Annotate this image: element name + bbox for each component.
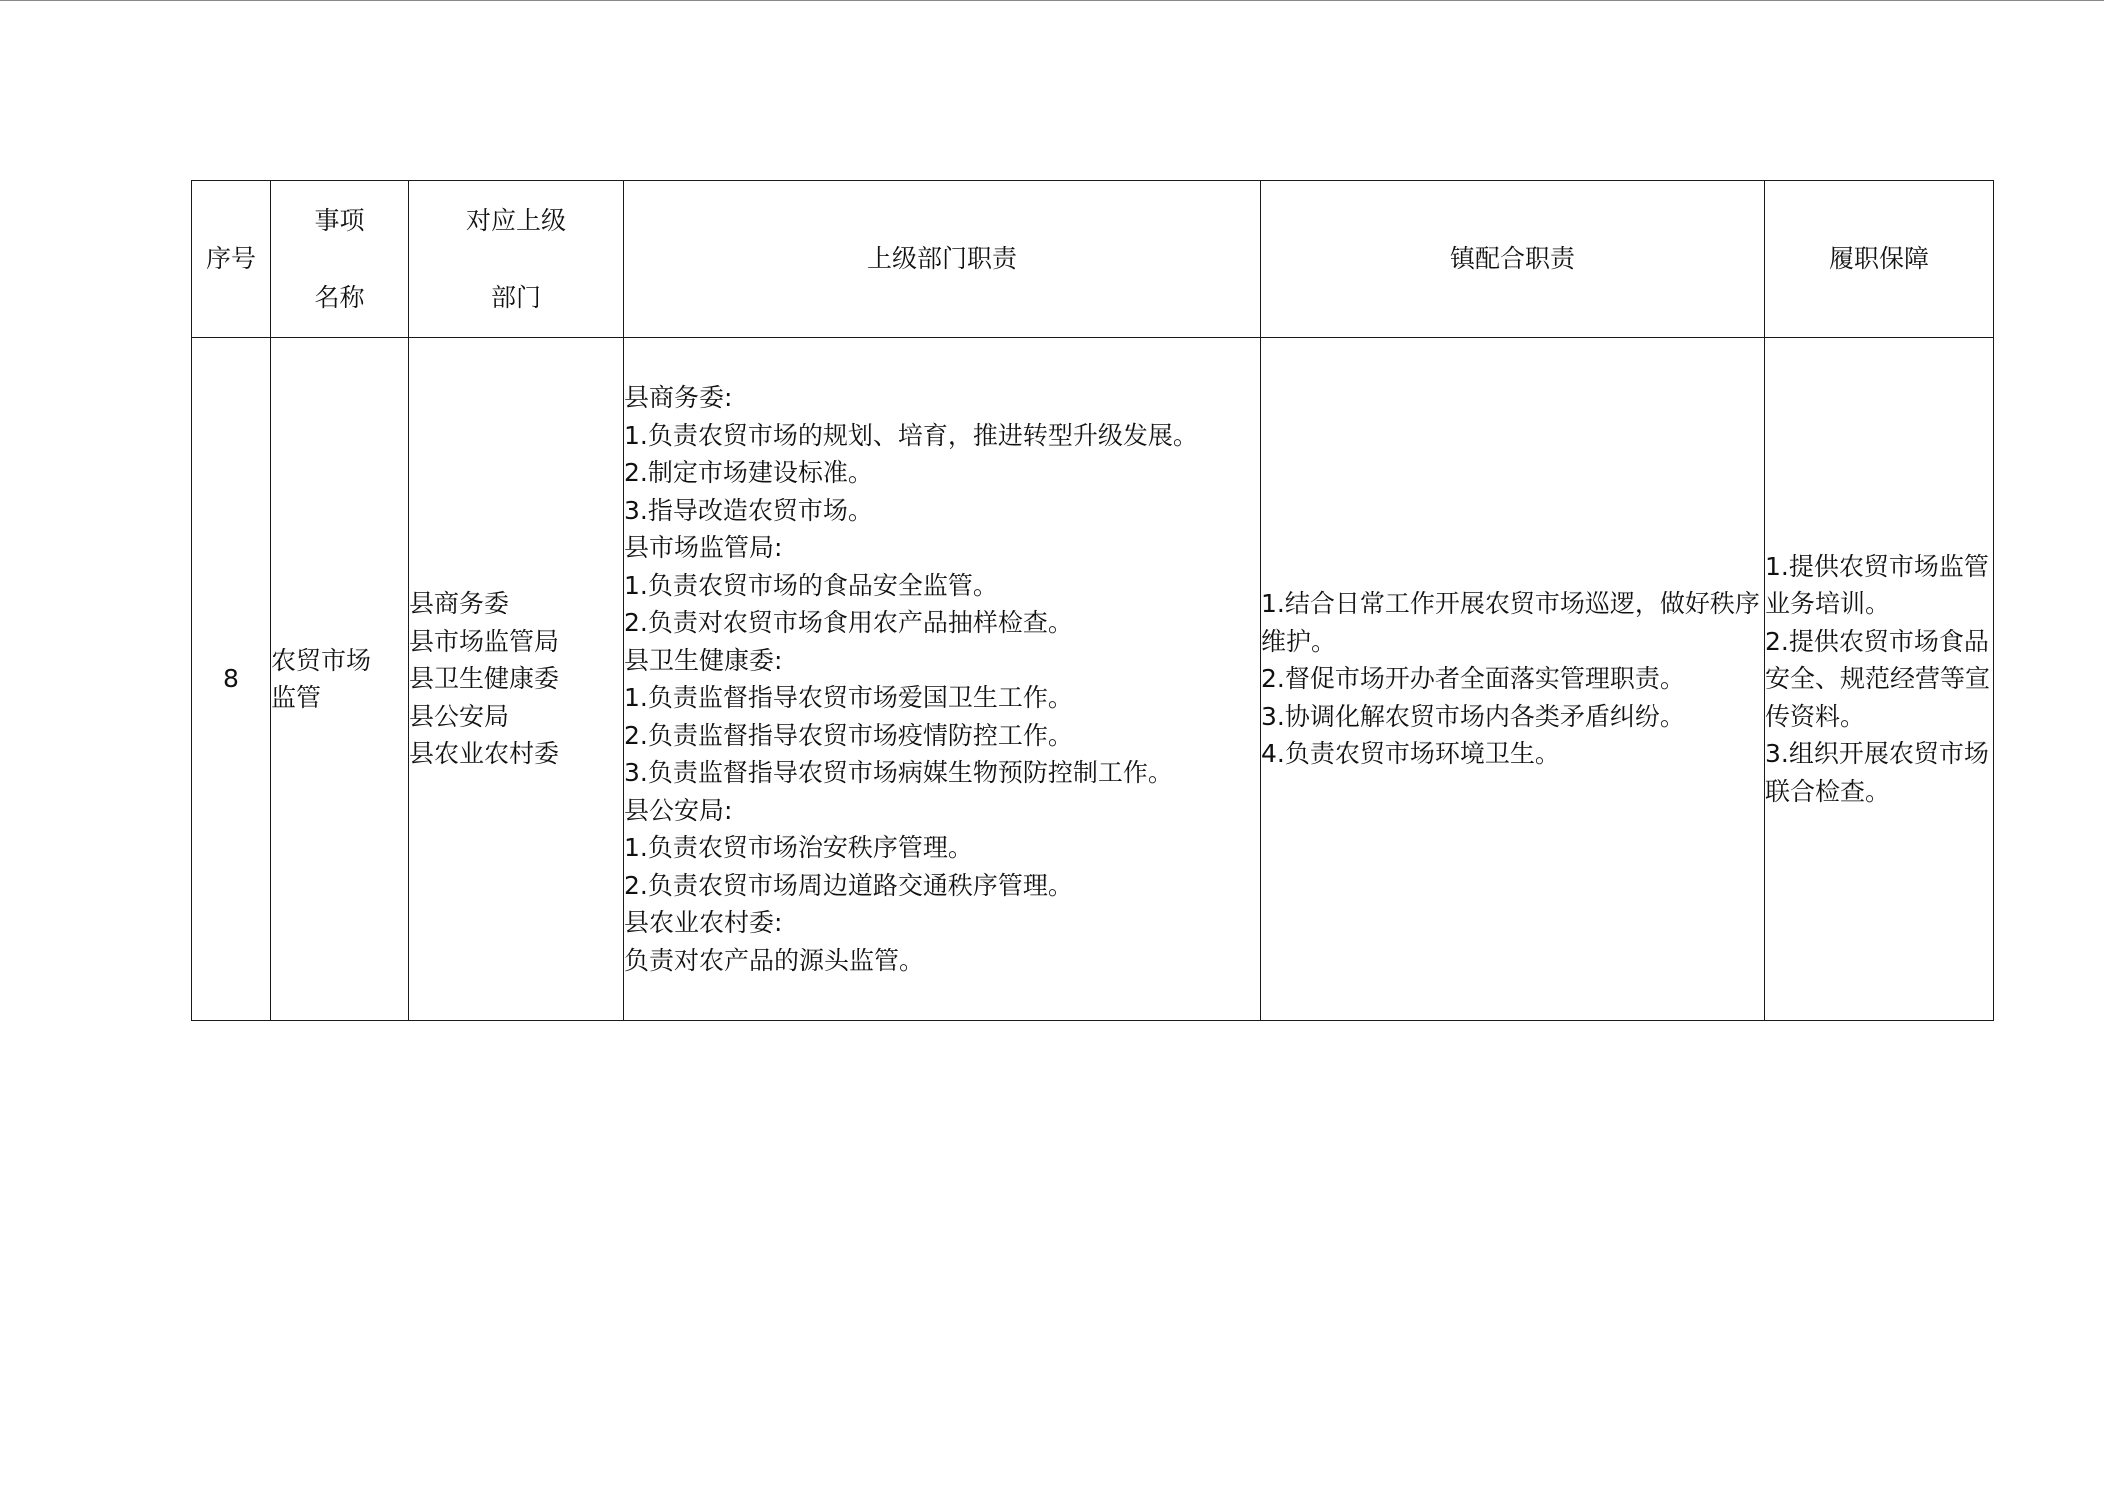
upper-duty-line: 1.负责农贸市场治安秩序管理。 bbox=[624, 833, 973, 862]
upper-duty-line: 县商务委: bbox=[624, 383, 733, 412]
department-item: 县卫生健康委 bbox=[409, 664, 560, 694]
guarantee-line: 3.组织开展农贸市场联合检查。 bbox=[1765, 739, 1989, 806]
guarantee-line: 2.提供农贸市场食品安全、规范经营等宣传资料。 bbox=[1765, 626, 1991, 731]
header-town-duty bbox=[1261, 181, 1765, 338]
town-duty-line: 4.负责农贸市场环境卫生。 bbox=[1261, 739, 1560, 769]
upper-duty-line: 2.制定市场建设标准。 bbox=[624, 458, 873, 487]
duty-table bbox=[191, 180, 1994, 1021]
item-name-line: 监管 bbox=[271, 683, 322, 712]
upper-duty-line: 县农业农村委: bbox=[624, 908, 783, 937]
upper-duty-line: 3.负责监督指导农贸市场病媒生物预防控制工作。 bbox=[624, 758, 1173, 787]
cell-town-duties bbox=[1261, 338, 1765, 1021]
department-item: 县公安局 bbox=[409, 701, 510, 731]
upper-duty-line: 县公安局: bbox=[624, 795, 733, 825]
table-row bbox=[192, 338, 1994, 1021]
header-item-name-line: 名称 bbox=[314, 283, 365, 312]
header-dept-line: 对应上级 bbox=[465, 205, 566, 235]
page-top-border bbox=[0, 0, 2104, 1]
cell-departments bbox=[409, 338, 624, 1021]
header-upper-duty bbox=[624, 181, 1261, 338]
cell-upper-duties bbox=[624, 338, 1261, 1021]
guarantee-line: 1.提供农贸市场监管业务培训。 bbox=[1765, 551, 1989, 619]
upper-duty-line: 2.负责农贸市场周边道路交通秩序管理。 bbox=[624, 870, 1073, 900]
header-upper-duty-label: 上级部门职责 bbox=[866, 244, 1017, 274]
town-duty-line: 2.督促市场开办者全面落实管理职责。 bbox=[1261, 664, 1685, 694]
header-item-name bbox=[271, 181, 409, 338]
header-guarantee bbox=[1765, 181, 1994, 338]
upper-duty-line: 负责对农产品的源头监管。 bbox=[624, 945, 925, 975]
upper-duty-line: 1.负责农贸市场的食品安全监管。 bbox=[624, 570, 998, 600]
header-dept-line: 部门 bbox=[490, 283, 541, 312]
upper-duty-line: 县卫生健康委: bbox=[624, 645, 783, 675]
header-seq bbox=[192, 181, 271, 338]
header-town-duty-label: 镇配合职责 bbox=[1449, 244, 1575, 274]
upper-duty-line: 县市场监管局: bbox=[624, 533, 783, 562]
header-item-name-line: 事项 bbox=[314, 205, 365, 235]
cell-item-name bbox=[271, 338, 409, 1021]
town-duty-line: 1.结合日常工作开展农贸市场巡逻，做好秩序维护。 bbox=[1261, 589, 1760, 656]
header-seq-label: 序号 bbox=[205, 244, 256, 274]
upper-duty-line: 3.指导改造农贸市场。 bbox=[624, 495, 873, 525]
cell-guarantees bbox=[1765, 338, 1994, 1021]
header-guarantee-label: 履职保障 bbox=[1828, 244, 1929, 274]
upper-duty-line: 1.负责农贸市场的规划、培育，推进转型升级发展。 bbox=[624, 420, 1198, 450]
item-name-line: 农贸市场 bbox=[271, 645, 372, 675]
header-dept bbox=[409, 181, 624, 338]
upper-duty-line: 1.负责监督指导农贸市场爱国卫生工作。 bbox=[624, 683, 1073, 712]
cell-seq: 8 bbox=[192, 338, 271, 1021]
department-item: 县市场监管局 bbox=[409, 626, 560, 656]
department-item: 县商务委 bbox=[409, 589, 510, 619]
town-duty-line: 3.协调化解农贸市场内各类矛盾纠纷。 bbox=[1261, 701, 1685, 731]
department-item: 县农业农村委 bbox=[409, 739, 560, 769]
upper-duty-line: 2.负责对农贸市场食用农产品抽样检查。 bbox=[624, 608, 1073, 637]
upper-duty-line: 2.负责监督指导农贸市场疫情防控工作。 bbox=[624, 720, 1073, 750]
table-header-row bbox=[192, 181, 1994, 338]
